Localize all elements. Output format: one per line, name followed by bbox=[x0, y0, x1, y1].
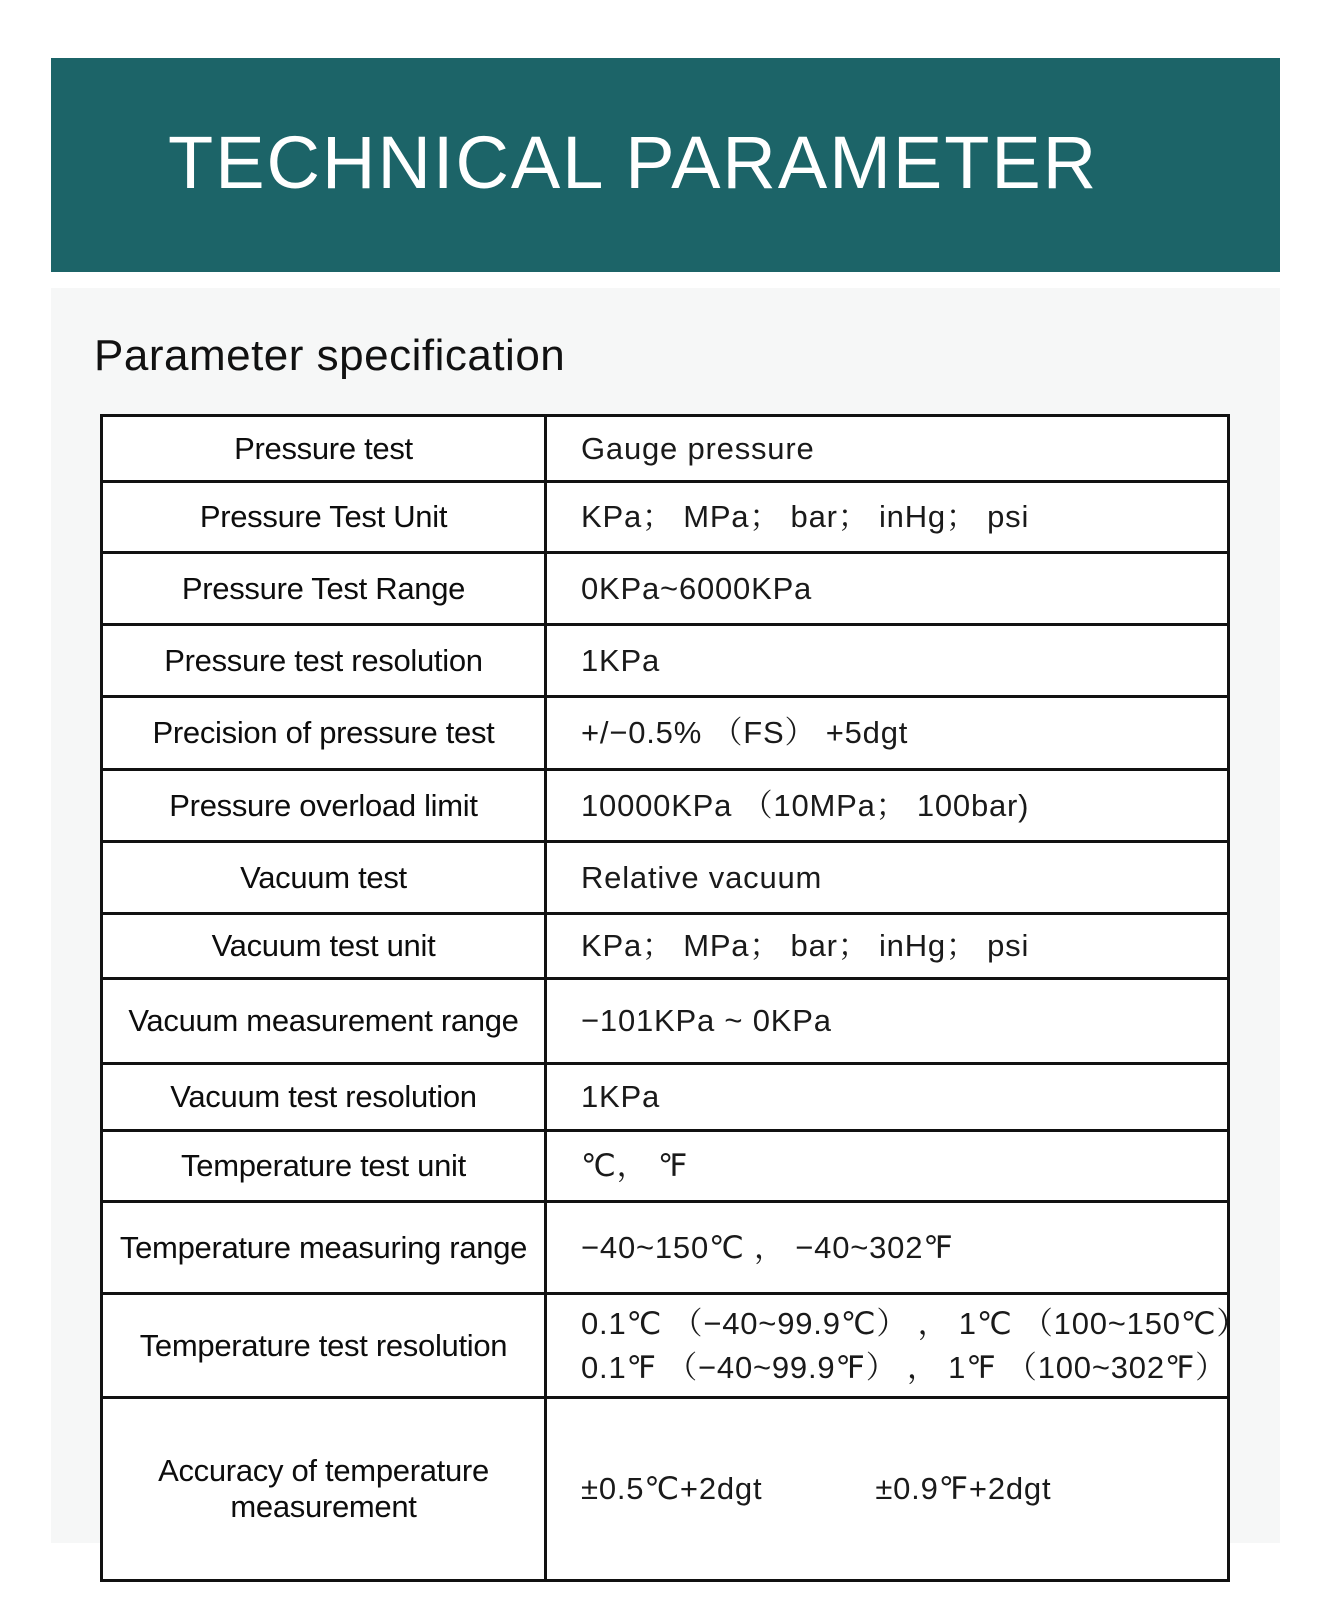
row-value-line: 1KPa bbox=[581, 1079, 661, 1114]
table-row bbox=[102, 1202, 1229, 1294]
row-value bbox=[546, 842, 1229, 914]
table-row bbox=[102, 842, 1229, 914]
row-label: Pressure overload limit bbox=[102, 770, 546, 842]
row-value-line: ±0.5℃+2dgt ±0.9℉+2dgt bbox=[581, 1471, 1052, 1506]
row-label: Pressure Test Range bbox=[102, 553, 546, 625]
row-value bbox=[546, 1398, 1229, 1581]
row-value-line: 0.1℃ （−40~99.9℃） ， 1℃ （100~150℃） bbox=[581, 1305, 1249, 1341]
row-value bbox=[546, 1294, 1249, 1398]
row-value-line: 0KPa~6000KPa bbox=[581, 570, 813, 606]
row-value bbox=[546, 979, 1229, 1064]
row-value bbox=[546, 416, 1229, 482]
row-label: Vacuum test resolution bbox=[102, 1064, 546, 1131]
row-value-line: Gauge pressure bbox=[581, 430, 815, 466]
row-value-line: −40~150℃ ， −40~302℉ bbox=[581, 1229, 954, 1265]
table-row bbox=[102, 979, 1229, 1064]
row-value-line: 0.1℉ （−40~99.9℉） ， 1℉ （100~302℉） bbox=[581, 1349, 1227, 1385]
row-label: Vacuum test unit bbox=[102, 914, 546, 979]
table-row bbox=[102, 1294, 1229, 1398]
row-label: Temperature test resolution bbox=[102, 1294, 546, 1398]
table-row bbox=[102, 625, 1229, 697]
row-value-line: 1KPa bbox=[581, 642, 661, 678]
title-banner bbox=[51, 58, 1280, 272]
row-label: Vacuum test bbox=[102, 842, 546, 914]
row-value bbox=[546, 914, 1229, 979]
row-value-line: 10000KPa （10MPa； 100bar) bbox=[581, 787, 1030, 823]
row-label: Accuracy of temperature measurement bbox=[102, 1398, 546, 1581]
row-value bbox=[546, 553, 1229, 625]
row-value bbox=[546, 1202, 1229, 1294]
table-row bbox=[102, 482, 1229, 553]
row-value bbox=[546, 1131, 1229, 1202]
row-value-line: −101KPa ~ 0KPa bbox=[581, 1003, 832, 1038]
table-row bbox=[102, 553, 1229, 625]
row-value-line: KPa； MPa； bar； inHg； psi bbox=[581, 928, 1030, 963]
table-row bbox=[102, 1064, 1229, 1131]
row-value bbox=[546, 770, 1229, 842]
row-value bbox=[546, 1064, 1229, 1131]
spec-panel bbox=[51, 288, 1280, 1543]
row-value-line: KPa； MPa； bar； inHg； psi bbox=[581, 499, 1030, 534]
table-row bbox=[102, 1398, 1229, 1581]
row-label: Temperature measuring range bbox=[102, 1202, 546, 1294]
row-label: Precision of pressure test bbox=[102, 697, 546, 770]
row-value bbox=[546, 625, 1229, 697]
row-label: Temperature test unit bbox=[102, 1131, 546, 1202]
row-label: Pressure Test Unit bbox=[102, 482, 546, 553]
table-row bbox=[102, 770, 1229, 842]
table-row bbox=[102, 697, 1229, 770]
spec-table bbox=[100, 414, 1249, 1582]
section-heading: Parameter specification bbox=[94, 331, 566, 380]
page-title: TECHNICAL PARAMETER bbox=[168, 121, 1099, 204]
row-label: Pressure test resolution bbox=[102, 625, 546, 697]
row-label: Pressure test bbox=[102, 416, 546, 482]
row-value-line: Relative vacuum bbox=[581, 859, 823, 895]
row-value-line: ℃， ℉ bbox=[581, 1148, 689, 1183]
row-label: Vacuum measurement range bbox=[102, 979, 546, 1064]
table-row bbox=[102, 416, 1229, 482]
row-value bbox=[546, 482, 1229, 553]
row-value bbox=[546, 697, 1229, 770]
row-value-line: +/−0.5% （FS） +5dgt bbox=[581, 715, 909, 750]
table-row bbox=[102, 914, 1229, 979]
table-row bbox=[102, 1131, 1229, 1202]
